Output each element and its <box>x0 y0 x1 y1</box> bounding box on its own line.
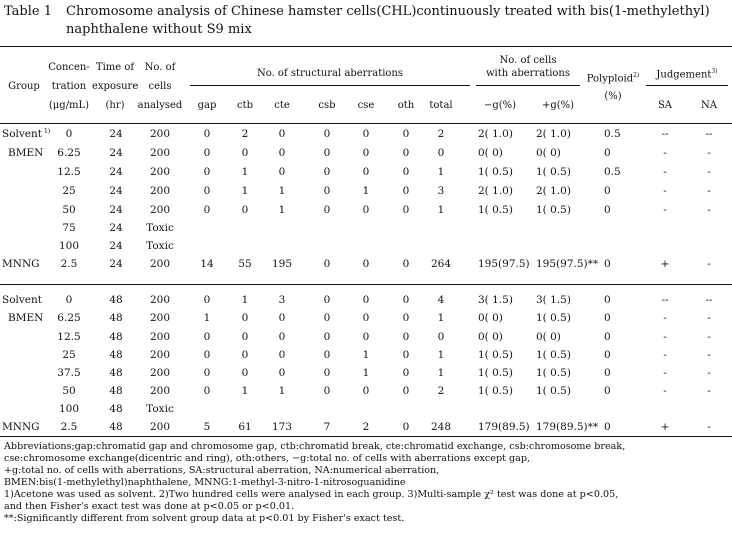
cell-ctb: 1 <box>241 385 249 397</box>
cell-time: 48 <box>109 385 123 397</box>
header-polyploid-unit: (%) <box>604 91 622 102</box>
cell-csb: 0 <box>323 349 331 361</box>
cell-ctb: 1 <box>241 185 249 197</box>
table-top-rule <box>0 46 732 47</box>
cell-oth: 0 <box>402 204 410 216</box>
cell-sa: - <box>663 331 667 343</box>
subheader-ctb: ctb <box>236 100 254 111</box>
cell-cte: 195 <box>271 258 293 270</box>
cell-poly: 0 <box>604 349 611 361</box>
cell-plus_g: 2( 1.0) <box>536 185 571 197</box>
table-bottom-rule <box>0 436 732 437</box>
cell-cte: 0 <box>278 128 286 140</box>
cell-minus_g: 1( 0.5) <box>478 204 513 216</box>
cell-group: Solvent <box>2 294 43 306</box>
cell-total: 1 <box>437 367 445 379</box>
cell-oth: 0 <box>402 331 410 343</box>
cell-na: - <box>707 331 711 343</box>
cell-total: 1 <box>437 204 445 216</box>
cell-cte: 1 <box>278 385 286 397</box>
cell-plus_g: 0( 0) <box>536 331 561 343</box>
cell-oth: 0 <box>402 349 410 361</box>
cell-poly: 0 <box>604 385 611 397</box>
cell-na: - <box>707 367 711 379</box>
cell-cells: 200 <box>149 367 171 379</box>
cell-minus_g: 1( 0.5) <box>478 166 513 178</box>
cell-cells: 200 <box>149 147 171 159</box>
cell-cse: 1 <box>362 367 370 379</box>
cell-cse: 0 <box>362 204 370 216</box>
cell-poly: 0 <box>604 421 611 433</box>
cell-oth: 0 <box>402 147 410 159</box>
cell-gap: 0 <box>203 349 211 361</box>
cell-cells: 200 <box>149 258 171 270</box>
cell-total: 248 <box>430 421 452 433</box>
cell-csb: 0 <box>323 258 331 270</box>
cell-total: 2 <box>437 128 445 140</box>
cell-plus_g: 195(97.5)** <box>536 258 599 270</box>
cell-csb: 0 <box>323 185 331 197</box>
cell-na: - <box>707 147 711 159</box>
cell-na: - <box>707 421 711 433</box>
cell-poly: 0 <box>604 185 611 197</box>
cell-group: MNNG <box>2 421 40 433</box>
cell-time: 48 <box>109 421 123 433</box>
cell-cte: 1 <box>278 204 286 216</box>
cell-time: 48 <box>109 312 123 324</box>
cell-sa: - <box>663 147 667 159</box>
header-judgement-note: 3) <box>711 68 718 75</box>
footnote-line-6: and then Fisher's exact test was done at p<0.05 or p<0.01. <box>4 501 295 512</box>
cell-csb: 0 <box>323 128 331 140</box>
cell-oth: 0 <box>402 258 410 270</box>
cell-cells: 200 <box>149 128 171 140</box>
cell-total: 1 <box>437 312 445 324</box>
cell-total: 1 <box>437 166 445 178</box>
cell-csb: 0 <box>323 166 331 178</box>
cell-group: MNNG <box>2 258 40 270</box>
cell-ctb: 1 <box>241 166 249 178</box>
subheader-sa: SA <box>657 100 673 111</box>
cell-time: 48 <box>109 294 123 306</box>
cell-cte: 0 <box>278 331 286 343</box>
cell-cse: 1 <box>362 349 370 361</box>
cell-cse: 0 <box>362 294 370 306</box>
cell-conc: 100 <box>58 240 80 252</box>
cell-minus_g: 1( 0.5) <box>478 385 513 397</box>
cell-ctb: 0 <box>241 349 249 361</box>
subheader-oth: oth <box>397 100 415 111</box>
cell-csb: 7 <box>323 421 331 433</box>
cell-conc: 25 <box>62 185 76 197</box>
cell-gap: 0 <box>203 331 211 343</box>
cell-group: BMEN <box>8 147 44 159</box>
cell-sa: - <box>663 185 667 197</box>
cell-plus_g: 179(89.5)** <box>536 421 599 433</box>
cell-cse: 0 <box>362 128 370 140</box>
cell-conc: 50 <box>62 385 76 397</box>
cell-sa: - <box>663 204 667 216</box>
cell-conc: 37.5 <box>57 367 81 379</box>
header-time-line-2: exposure <box>92 81 139 92</box>
cell-sa: + <box>660 421 670 433</box>
cell-cells: 200 <box>149 331 171 343</box>
subheader-na: NA <box>701 100 717 111</box>
header-conc-line-3: (μg/mL) <box>48 100 90 111</box>
table-title-line-2: naphthalene without S9 mix <box>66 22 252 37</box>
cell-gap: 0 <box>203 367 211 379</box>
header-structural-aberrations: No. of structural aberrations <box>256 68 403 79</box>
cell-poly: 0 <box>604 294 611 306</box>
header-time-line-1: Time of <box>95 62 135 73</box>
header-with-aberrations-line-1: No. of cells <box>499 55 557 66</box>
cell-cse: 0 <box>362 385 370 397</box>
cell-gap: 0 <box>203 294 211 306</box>
cell-plus_g: 1( 0.5) <box>536 349 571 361</box>
cell-ctb: 0 <box>241 331 249 343</box>
cell-csb: 0 <box>323 331 331 343</box>
cell-poly: 0 <box>604 367 611 379</box>
cell-total: 4 <box>437 294 445 306</box>
cell-cte: 3 <box>278 294 286 306</box>
table-number: Table 1 <box>4 4 52 19</box>
cell-oth: 0 <box>402 421 410 433</box>
cell-time: 24 <box>109 258 123 270</box>
cell-ctb: 0 <box>241 147 249 159</box>
header-conc-line-2: tration <box>51 81 87 92</box>
cell-group: BMEN <box>8 312 44 324</box>
cell-conc: 6.25 <box>57 312 81 324</box>
subheader-cse: cse <box>357 100 375 111</box>
cell-minus_g: 0( 0) <box>478 147 503 159</box>
cells-subheader-rule <box>476 85 580 86</box>
footnote-line-7: **:Significantly different from solvent group data at p<0.01 by Fisher's exact test. <box>4 513 405 524</box>
cell-conc: 6.25 <box>57 147 81 159</box>
cell-ctb: 55 <box>238 258 252 270</box>
cell-oth: 0 <box>402 367 410 379</box>
cell-na: - <box>707 312 711 324</box>
cell-minus_g: 1( 0.5) <box>478 367 513 379</box>
cell-minus_g: 1( 0.5) <box>478 349 513 361</box>
cell-na: -- <box>705 128 713 140</box>
cell-cells: 200 <box>149 185 171 197</box>
cell-gap: 1 <box>203 312 211 324</box>
cell-oth: 0 <box>402 385 410 397</box>
cell-poly: 0 <box>604 331 611 343</box>
subheader-minus-g: −g(%) <box>483 100 517 111</box>
cell-time: 24 <box>109 147 123 159</box>
cell-conc: 0 <box>65 294 73 306</box>
cell-gap: 0 <box>203 166 211 178</box>
cell-conc: 2.5 <box>60 421 78 433</box>
structural-subheader-rule <box>190 85 470 86</box>
cell-na: - <box>707 385 711 397</box>
footnote-line-5: 1)Acetone was used as solvent. 2)Two hundred cells were analysed in each group. 3)Multi-sample χ² test was done at p<0.05, <box>4 489 619 500</box>
cell-cse: 0 <box>362 258 370 270</box>
subheader-total: total <box>429 100 453 111</box>
header-cells-line-1: No. of <box>144 62 176 73</box>
cell-csb: 0 <box>323 385 331 397</box>
header-polyploid <box>580 70 646 84</box>
cell-cte: 0 <box>278 147 286 159</box>
cell-cse: 1 <box>362 185 370 197</box>
cell-oth: 0 <box>402 128 410 140</box>
cell-time: 24 <box>109 240 123 252</box>
cell-poly: 0 <box>604 204 611 216</box>
footnote-line-4: BMEN:bis(1-methylethyl)naphthalene, MNNG:1-methyl-3-nitro-1-nitrosoguanidine <box>4 477 406 488</box>
cell-cse: 0 <box>362 166 370 178</box>
cell-ctb: 0 <box>241 367 249 379</box>
cell-total: 2 <box>437 385 445 397</box>
cell-cte: 0 <box>278 166 286 178</box>
cell-na: - <box>707 258 711 270</box>
cell-plus_g: 1( 0.5) <box>536 367 571 379</box>
cell-cells: Toxic <box>146 403 174 415</box>
cell-gap: 14 <box>200 258 214 270</box>
cell-sa: -- <box>661 294 669 306</box>
header-conc-line-1: Concen- <box>48 62 90 73</box>
cell-time: 24 <box>109 204 123 216</box>
cell-time: 48 <box>109 367 123 379</box>
cell-plus_g: 1( 0.5) <box>536 166 571 178</box>
cell-conc: 25 <box>62 349 76 361</box>
cell-conc: 50 <box>62 204 76 216</box>
header-bottom-rule <box>0 123 732 124</box>
cell-na: - <box>707 204 711 216</box>
cell-cte: 0 <box>278 312 286 324</box>
cell-oth: 0 <box>402 185 410 197</box>
header-time-line-3: (hr) <box>105 100 125 111</box>
cell-conc: 100 <box>58 403 80 415</box>
cell-cells: 200 <box>149 166 171 178</box>
cell-minus_g: 3( 1.5) <box>478 294 513 306</box>
cell-conc: 2.5 <box>60 258 78 270</box>
cell-sup: 1) <box>44 128 51 135</box>
header-judgement <box>646 66 728 80</box>
cell-minus_g: 0( 0) <box>478 312 503 324</box>
cell-ctb: 1 <box>241 294 249 306</box>
cell-cells: Toxic <box>146 222 174 234</box>
cell-cells: Toxic <box>146 240 174 252</box>
cell-time: 24 <box>109 166 123 178</box>
cell-poly: 0.5 <box>604 166 621 178</box>
cell-sa: -- <box>661 128 669 140</box>
judgement-subheader-rule <box>646 85 728 86</box>
cell-sa: - <box>663 367 667 379</box>
cell-conc: 75 <box>62 222 76 234</box>
cell-na: - <box>707 166 711 178</box>
cell-time: 48 <box>109 403 123 415</box>
cell-time: 24 <box>109 128 123 140</box>
cell-oth: 0 <box>402 166 410 178</box>
header-group: Group <box>8 81 40 92</box>
cell-time: 48 <box>109 331 123 343</box>
cell-ctb: 61 <box>238 421 252 433</box>
cell-sa: - <box>663 312 667 324</box>
cell-plus_g: 1( 0.5) <box>536 385 571 397</box>
cell-gap: 0 <box>203 185 211 197</box>
footnote-line-3: +g:total no. of cells with aberrations, SA:structural aberration, NA:numerical aberration, <box>4 465 440 476</box>
cell-plus_g: 1( 0.5) <box>536 312 571 324</box>
cell-minus_g: 179(89.5) <box>478 421 530 433</box>
cell-cse: 0 <box>362 312 370 324</box>
cell-sa: - <box>663 349 667 361</box>
cell-time: 24 <box>109 222 123 234</box>
cell-ctb: 2 <box>241 128 249 140</box>
cell-cells: 200 <box>149 204 171 216</box>
cell-conc: 0 <box>65 128 73 140</box>
cell-total: 1 <box>437 349 445 361</box>
cell-cells: 200 <box>149 349 171 361</box>
footnote-line-1: Abbreviations;gap:chromatid gap and chromosome gap, ctb:chromatid break, cte:chromatid exchange, csb:chromosome break, <box>4 441 626 452</box>
cell-poly: 0 <box>604 258 611 270</box>
cell-plus_g: 1( 0.5) <box>536 204 571 216</box>
cell-total: 264 <box>430 258 452 270</box>
table-title-line-1: Chromosome analysis of Chinese hamster cells(CHL)continuously treated with bis(1-methylethyl) <box>66 4 710 19</box>
cell-minus_g: 2( 1.0) <box>478 128 513 140</box>
header-cells-line-2: cells <box>148 81 172 92</box>
cell-poly: 0 <box>604 312 611 324</box>
cell-cse: 0 <box>362 147 370 159</box>
footnote-line-2: cse:chromosome exchange(dicentric and ring), oth:others, −g:total no. of cells with aberrations except gap, <box>4 453 531 464</box>
subheader-cte: cte <box>274 100 290 111</box>
cell-oth: 0 <box>402 294 410 306</box>
subheader-csb: csb <box>318 100 336 111</box>
cell-conc: 12.5 <box>57 331 81 343</box>
header-judgement-label: Judgement <box>656 69 712 81</box>
cell-sa: + <box>660 258 670 270</box>
cell-csb: 0 <box>323 367 331 379</box>
cell-cse: 0 <box>362 331 370 343</box>
header-with-aberrations-line-2: with aberrations <box>485 68 570 79</box>
cell-total: 0 <box>437 147 445 159</box>
cell-csb: 0 <box>323 312 331 324</box>
cell-na: - <box>707 185 711 197</box>
header-polyploid-label: Polyploid <box>586 73 634 85</box>
cell-csb: 0 <box>323 294 331 306</box>
cell-total: 3 <box>437 185 445 197</box>
cell-poly: 0.5 <box>604 128 621 140</box>
cell-gap: 0 <box>203 128 211 140</box>
cell-minus_g: 0( 0) <box>478 331 503 343</box>
cell-poly: 0 <box>604 147 611 159</box>
cell-group: Solvent <box>2 128 43 140</box>
cell-na: - <box>707 349 711 361</box>
header-cells-line-3: analysed <box>137 100 183 111</box>
cell-sa: - <box>663 385 667 397</box>
cell-cse: 2 <box>362 421 370 433</box>
cell-cte: 1 <box>278 185 286 197</box>
cell-cte: 173 <box>271 421 293 433</box>
cell-csb: 0 <box>323 147 331 159</box>
cell-plus_g: 3( 1.5) <box>536 294 571 306</box>
subheader-gap: gap <box>197 100 217 111</box>
subheader-plus-g: +g(%) <box>541 100 575 111</box>
cell-ctb: 0 <box>241 204 249 216</box>
experiment-divider-rule <box>0 284 732 285</box>
header-polyploid-note: 2) <box>633 72 640 79</box>
cell-na: -- <box>705 294 713 306</box>
cell-cte: 0 <box>278 367 286 379</box>
cell-time: 24 <box>109 185 123 197</box>
cell-plus_g: 0( 0) <box>536 147 561 159</box>
cell-gap: 5 <box>203 421 211 433</box>
cell-oth: 0 <box>402 312 410 324</box>
cell-ctb: 0 <box>241 312 249 324</box>
cell-cte: 0 <box>278 349 286 361</box>
cell-cells: 200 <box>149 312 171 324</box>
cell-cells: 200 <box>149 294 171 306</box>
cell-total: 0 <box>437 331 445 343</box>
cell-time: 48 <box>109 349 123 361</box>
cell-gap: 0 <box>203 385 211 397</box>
cell-plus_g: 2( 1.0) <box>536 128 571 140</box>
cell-cells: 200 <box>149 385 171 397</box>
cell-minus_g: 195(97.5) <box>478 258 530 270</box>
cell-gap: 0 <box>203 204 211 216</box>
cell-sa: - <box>663 166 667 178</box>
cell-minus_g: 2( 1.0) <box>478 185 513 197</box>
cell-csb: 0 <box>323 204 331 216</box>
cell-conc: 12.5 <box>57 166 81 178</box>
cell-gap: 0 <box>203 147 211 159</box>
cell-cells: 200 <box>149 421 171 433</box>
